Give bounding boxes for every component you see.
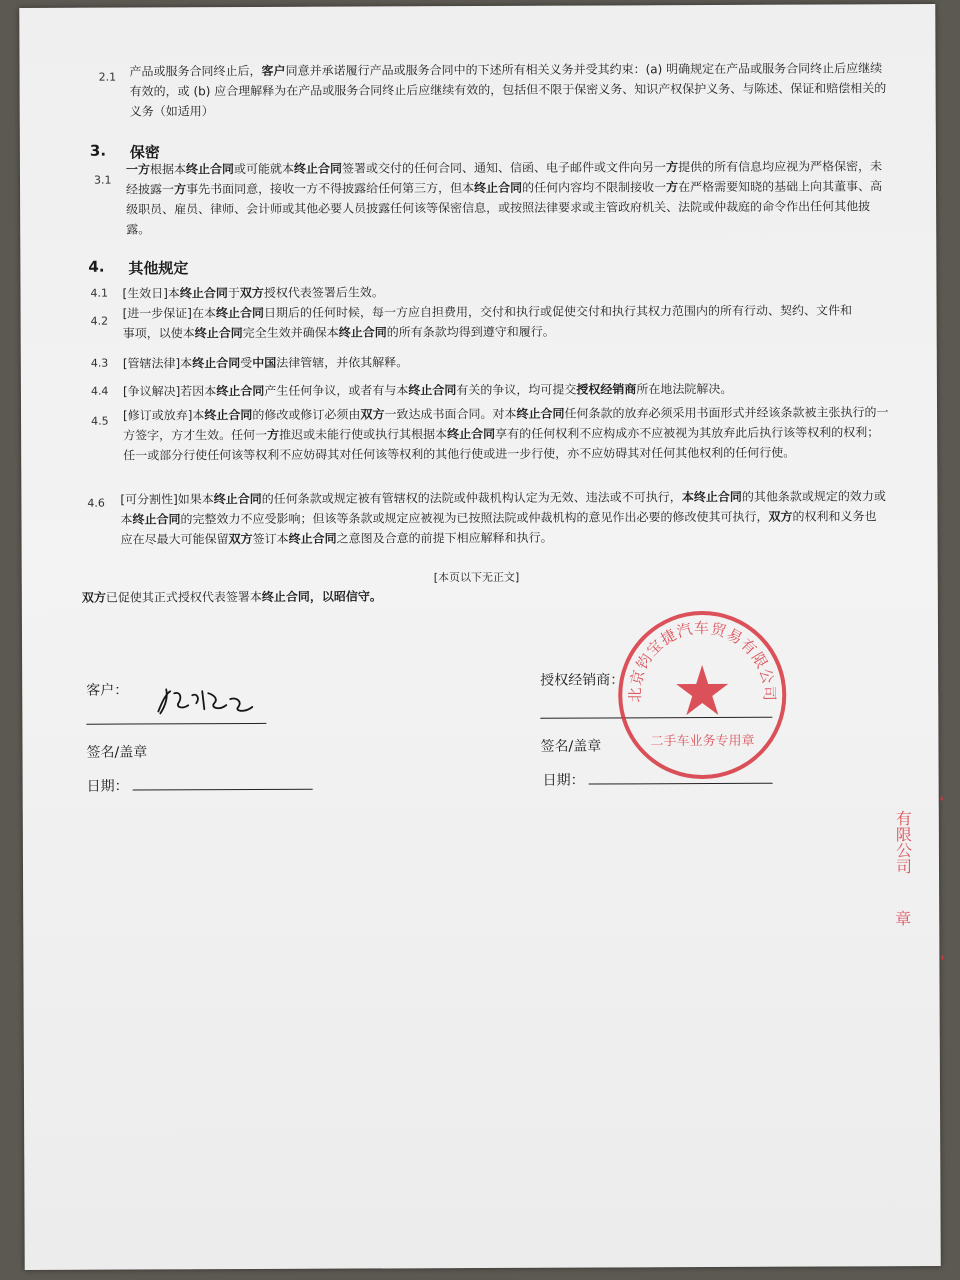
seal-company-name: 北京钧宝捷汽车贸易有限公司 (626, 619, 779, 703)
clause-3-1: 一方根据本终止合同或可能就本终止合同签署或交付的任何合同、通知、信函、电子邮件或文件向另一方提供的所有信息均应视为严格保密，未经披露一方事先书面同意，接收一方不得披露给任何第三方，但本终止合同的任何内容均不限制接收一方在严格需要知晓的基础上向其董事、高级职员、雇员、律师、会计师或其他必要人员披露任何该等保密信息，或按照法律要求或主管政府机关、法院或仲裁庭的命令作出任何其他披露。 (125, 159, 883, 237)
clause-number: 4.5 (91, 414, 109, 428)
customer-label: 客户： (86, 682, 129, 699)
end-of-text-note: [本页以下无正文] (433, 570, 520, 585)
customer-signature-line[interactable] (86, 723, 266, 725)
section-title-confidentiality: 保密 (129, 143, 160, 162)
dealer-sign-label: 签名/盖章 (540, 738, 602, 755)
handwritten-signature (152, 683, 262, 719)
customer-sign-label: 签名/盖章 (86, 744, 148, 761)
clause-number: 2.1 (98, 70, 117, 84)
clause-number: 3.1 (93, 173, 112, 187)
company-seal (612, 605, 793, 786)
clause-4-1: [生效日]本终止合同于双方授权代表签署后生效。 (122, 285, 384, 301)
clause-number: 4.6 (87, 496, 105, 510)
section-number: 3. (89, 141, 107, 160)
clause-4-3: [管辖法律]本终止合同受中国法律管辖，并依其解释。 (122, 355, 409, 371)
section-title-other: 其他规定 (128, 259, 189, 278)
clause-4-5: [修订或放弃]本终止合同的修改或修订必须由双方一致达成书面合同。对本终止合同任何条款的放弃必须采用书面形式并经该条款被主张执行的一方签字，方才生效。任何一方推迟或未能行使或执行其根据本终止合同享有的任何权利不应构成亦不应被视为其放弃此后执行该等权利的权利；任一或部分行使任何该等权利不应妨碍其对任何该等权利的其他行使或进一步行使，亦不应妨碍其对任何其他权利的任何行使。 (122, 405, 889, 463)
clause-4-4: [争议解决]若因本终止合同产生任何争议，或者有与本终止合同有关的争议，均可提交授权经销商所在地法院解决。 (122, 381, 733, 399)
customer-date-label: 日期： (86, 778, 129, 795)
partial-seal (863, 794, 944, 964)
clause-number: 4.3 (90, 356, 109, 370)
clause-2-1: 产品或服务合同终止后，客户同意并承诺履行产品或服务合同中的下述所有相关义务并受其约束：(a) 明确规定在产品或服务合同终止后应继续有效的，或 (b) 应合理解释为在产品或服务合同终止后应继续有效的，包括但不限于保密义务、知识产权保护义务、与陈述、保证和赔偿相关的义务（如适用） (129, 61, 887, 119)
clause-number: 4.4 (90, 384, 109, 398)
customer-date-line[interactable] (133, 789, 313, 791)
clause-number: 4.1 (90, 286, 109, 300)
section-number: 4. (88, 257, 105, 276)
dealer-date-label: 日期： (542, 772, 585, 789)
partial-seal-text: 有限公司 (893, 810, 913, 875)
witness-statement: 双方已促使其正式授权代表签署本终止合同，以昭信守。 (81, 589, 382, 605)
seal-purpose: 二手车业务专用章 (650, 733, 755, 750)
document-page (19, 4, 940, 1270)
clause-4-2: [进一步保证]在本终止合同日期后的任何时候，每一方应自担费用，交付和执行或促使交付和执行其权力范围内的所有行动、契约、文件和事项，以使本终止合同完全生效并确保本终止合同的所有条款均得到遵守和履行。 (122, 303, 853, 341)
partial-seal-text-2: 章 (895, 909, 912, 929)
clause-4-6: [可分割性]如果本终止合同的任何条款或规定被有管辖权的法院或仲裁机构认定为无效、违法或不可执行，本终止合同的其他条款或规定的效力或本终止合同的完整效力不应受影响；但该等条款或规定应被视为已按照法院或仲裁机构的意见作出必要的修改使其可执行，双方的权利和义务也应在尽最大可能保留双方签订本终止合同之意图及合意的前提下相应解释和执行。 (120, 489, 886, 547)
clause-number: 4.2 (90, 314, 109, 328)
dealer-label: 授权经销商： (540, 672, 625, 689)
